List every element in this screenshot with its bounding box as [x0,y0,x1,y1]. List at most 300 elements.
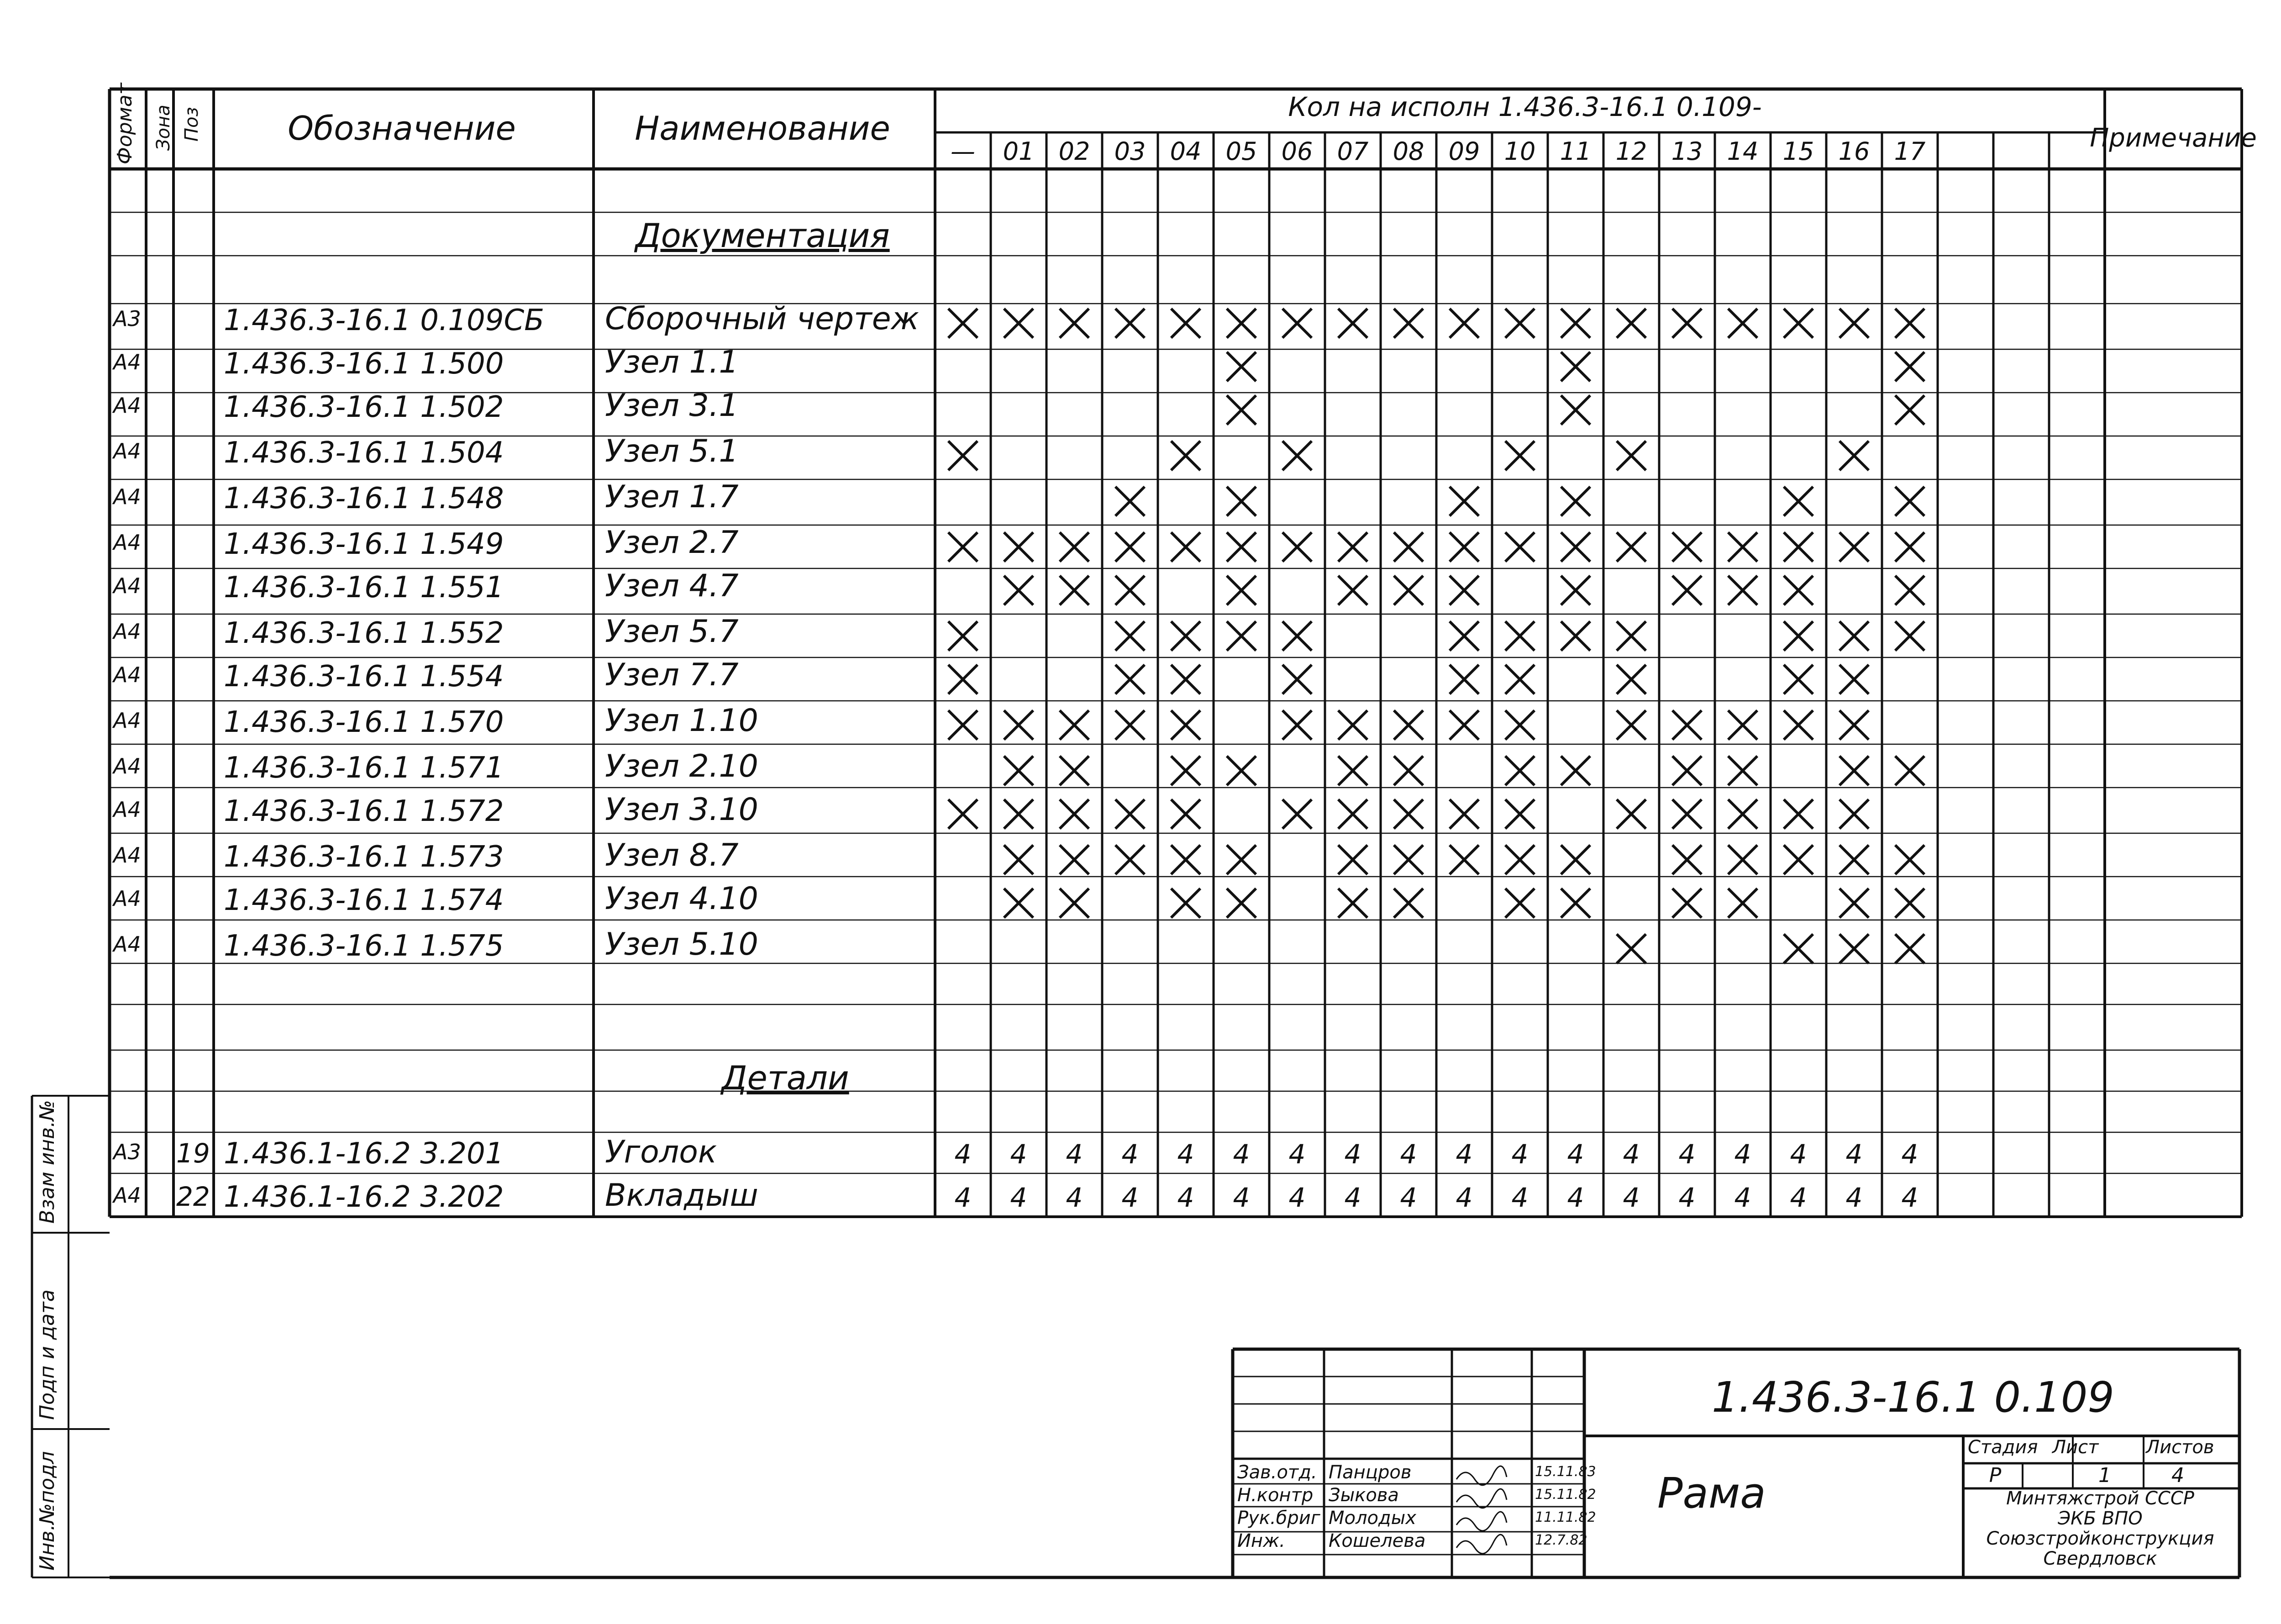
applicability-mark [1227,621,1256,651]
applicability-mark [1895,532,1924,562]
variant-header-4: 04 [1170,137,1202,166]
row-format: А3 [113,306,141,331]
row-designation: 1.436.3-16.1 1.554 [224,660,504,694]
row-name: Узел 5.1 [605,433,739,469]
row-name: Узел 1.7 [605,479,739,515]
applicability-mark [1004,756,1033,785]
applicability-mark [1895,888,1924,918]
applicability-mark [1060,532,1089,562]
applicability-mark [1617,710,1646,740]
stage-value: Р [1989,1464,2002,1487]
row-quantity: 4 [1845,1139,1863,1170]
row-format: А4 [113,484,141,509]
applicability-mark [1672,888,1702,918]
signer-role: Н.контр [1237,1485,1314,1506]
applicability-mark [1171,799,1200,829]
applicability-mark [1561,576,1590,605]
applicability-mark [1728,532,1757,562]
row-quantity: 4 [1288,1139,1306,1170]
sheets-label: Листов [2146,1437,2214,1458]
applicability-mark [1060,756,1089,785]
applicability-mark [1004,888,1033,918]
row-name: Узел 1.10 [605,703,758,739]
applicability-mark [1282,665,1312,694]
applicability-mark [1282,441,1312,470]
row-position: 22 [176,1181,210,1212]
applicability-mark [1450,621,1479,651]
row-quantity: 4 [1066,1182,1083,1213]
applicability-mark [1338,845,1367,874]
applicability-mark [1282,532,1312,562]
applicability-mark [1227,487,1256,516]
variant-header-2: 02 [1058,137,1090,166]
organization-line: Союзстройконструкция [1986,1528,2214,1549]
applicability-mark [1895,934,1924,963]
applicability-mark [1784,576,1813,605]
variant-header-11: 11 [1560,137,1592,166]
applicability-mark [1895,487,1924,516]
signer-date: 11.11.82 [1535,1509,1596,1525]
applicability-mark [1004,576,1033,605]
variant-header-12: 12 [1615,137,1647,166]
signer-role: Инж. [1237,1530,1285,1551]
applicability-mark [1617,799,1646,829]
applicability-mark [1394,576,1423,605]
variant-header-16: 16 [1838,137,1870,166]
applicability-mark [1840,710,1869,740]
applicability-mark [1561,395,1590,425]
row-name: Узел 2.7 [605,525,739,561]
applicability-mark [1282,710,1312,740]
applicability-mark [1672,756,1702,785]
row-quantity: 4 [1177,1182,1194,1213]
applicability-mark [1282,309,1312,338]
applicability-mark [1840,532,1869,562]
applicability-mark [1171,756,1200,785]
applicability-mark [1672,799,1702,829]
quantity-header: Кол на исполн 1.436.3-16.1 0.109- [1288,91,1762,122]
applicability-mark [1171,888,1200,918]
applicability-mark [1840,441,1869,470]
applicability-mark [1338,309,1367,338]
applicability-mark [1171,665,1200,694]
applicability-mark [1227,352,1256,381]
row-designation: 1.436.3-16.1 1.572 [224,794,504,828]
applicability-mark [1505,888,1535,918]
row-quantity: 4 [1233,1182,1250,1213]
applicability-mark [1561,352,1590,381]
row-quantity: 4 [1678,1182,1696,1213]
row-format: А4 [113,754,141,778]
applicability-mark [1561,621,1590,651]
drawing-title: Рама [1657,1469,1766,1518]
applicability-mark [1784,934,1813,963]
row-quantity: 4 [1121,1139,1139,1170]
row-format: А4 [113,662,141,687]
applicability-mark [1561,532,1590,562]
applicability-mark [1060,888,1089,918]
applicability-mark [1394,532,1423,562]
applicability-mark [1227,309,1256,338]
row-quantity: 4 [954,1139,972,1170]
variant-header-14: 14 [1727,137,1759,166]
applicability-mark [1227,576,1256,605]
applicability-mark [1895,621,1924,651]
applicability-mark [1561,888,1590,918]
applicability-mark [1171,621,1200,651]
applicability-mark [1672,710,1702,740]
variant-header-1: 01 [1003,137,1035,166]
row-designation: 1.436.3-16.1 1.549 [224,527,504,561]
row-quantity: 4 [1344,1182,1361,1213]
applicability-mark [1115,576,1145,605]
applicability-mark [1895,352,1924,381]
applicability-mark [1784,532,1813,562]
name-header: Наименование [635,109,890,147]
applicability-mark [1115,532,1145,562]
applicability-mark [1617,532,1646,562]
section-documentation: Документация [635,216,890,255]
sheet-value: 1 [2098,1464,2111,1487]
sheets-value: 4 [2171,1464,2184,1487]
row-quantity: 4 [1233,1139,1250,1170]
section-parts: Детали [721,1059,849,1097]
applicability-mark [1784,621,1813,651]
applicability-mark [1672,845,1702,874]
row-name: Узел 4.10 [605,881,758,917]
applicability-mark [1171,309,1200,338]
row-quantity: 4 [1734,1139,1751,1170]
row-name: Узел 3.1 [605,388,739,424]
row-quantity: 4 [1344,1139,1361,1170]
applicability-mark [1004,710,1033,740]
applicability-mark [1004,799,1033,829]
applicability-mark [1784,665,1813,694]
applicability-mark [1728,309,1757,338]
variant-header-17: 17 [1894,137,1926,166]
row-quantity: 4 [1901,1139,1918,1170]
note-header: Примечание [2090,123,2257,153]
row-quantity: 4 [1567,1182,1584,1213]
row-designation: 1.436.3-16.1 1.551 [224,571,504,604]
row-name: Узел 5.10 [605,926,758,962]
applicability-mark [1784,309,1813,338]
applicability-mark [1450,665,1479,694]
zone-header: Зона [153,105,174,151]
row-quantity: 4 [954,1182,972,1213]
row-format: А4 [113,886,141,911]
applicability-mark [1784,845,1813,874]
applicability-mark [948,665,978,694]
applicability-mark [1394,710,1423,740]
applicability-mark [1060,309,1089,338]
applicability-mark [1115,665,1145,694]
applicability-mark [1672,309,1702,338]
row-designation: 1.436.3-16.1 1.552 [224,616,504,650]
variant-header-5: 05 [1225,137,1257,166]
variant-header-10: 10 [1504,137,1536,166]
pos-header: Поз [181,107,202,142]
row-position: 19 [176,1138,210,1169]
applicability-mark [1338,756,1367,785]
row-designation: 1.436.1-16.2 3.201 [224,1137,504,1171]
applicability-mark [1840,756,1869,785]
applicability-mark [1895,845,1924,874]
applicability-mark [1505,532,1535,562]
row-name: Узел 3.10 [605,792,758,828]
applicability-mark [1840,888,1869,918]
applicability-mark [1171,845,1200,874]
row-quantity: 4 [1456,1182,1473,1213]
applicability-mark [1004,309,1033,338]
applicability-mark [1171,532,1200,562]
applicability-mark [1060,799,1089,829]
row-name: Узел 1.1 [605,344,739,380]
applicability-mark [1505,441,1535,470]
applicability-mark [1227,395,1256,425]
applicability-mark [1227,845,1256,874]
row-designation: 1.436.3-16.1 1.570 [224,705,504,739]
row-designation: 1.436.3-16.1 1.548 [224,482,504,515]
variant-header-13: 13 [1671,137,1703,166]
applicability-mark [948,441,978,470]
row-quantity: 4 [1790,1182,1807,1213]
signer-name: Зыкова [1329,1485,1399,1506]
variant-header-7: 07 [1337,137,1369,166]
row-format: А4 [113,530,141,555]
applicability-mark [1394,756,1423,785]
row-quantity: 4 [1066,1139,1083,1170]
format-header: Формат [113,83,137,164]
row-name: Узел 7.7 [605,657,739,693]
row-format: А4 [113,843,141,867]
row-name: Сборочный чертеж [605,301,919,337]
applicability-mark [1115,799,1145,829]
applicability-mark [948,799,978,829]
applicability-mark [1060,576,1089,605]
signer-date: 15.11.83 [1535,1464,1596,1480]
row-quantity: 4 [1623,1182,1640,1213]
applicability-mark [1505,799,1535,829]
applicability-mark [1338,576,1367,605]
applicability-mark [1450,532,1479,562]
row-quantity: 4 [1567,1139,1584,1170]
row-quantity: 4 [1511,1139,1529,1170]
signer-name: Кошелева [1329,1530,1426,1551]
row-quantity: 4 [1790,1139,1807,1170]
applicability-mark [1450,576,1479,605]
applicability-mark [1450,799,1479,829]
applicability-mark [1561,487,1590,516]
applicability-mark [1394,309,1423,338]
applicability-mark [1394,799,1423,829]
applicability-mark [1728,845,1757,874]
margin-original-inv: Инв.№подл [36,1451,59,1571]
row-quantity: 4 [1400,1182,1417,1213]
variant-header-15: 15 [1782,137,1814,166]
applicability-mark [1505,665,1535,694]
applicability-mark [1115,845,1145,874]
margin-replace-inv: Взам инв.№ [36,1100,59,1224]
applicability-mark [1115,487,1145,516]
applicability-mark [1617,309,1646,338]
applicability-mark [1672,576,1702,605]
applicability-mark [1617,441,1646,470]
applicability-mark [1505,845,1535,874]
row-quantity: 4 [1456,1139,1473,1170]
applicability-mark [1115,621,1145,651]
applicability-mark [1115,710,1145,740]
applicability-mark [1561,756,1590,785]
applicability-mark [1728,576,1757,605]
signer-name: Панцров [1329,1462,1412,1483]
applicability-mark [1561,845,1590,874]
applicability-mark [1895,576,1924,605]
row-designation: 1.436.3-16.1 1.575 [224,929,504,963]
applicability-mark [1840,309,1869,338]
row-name: Уголок [605,1134,717,1170]
applicability-mark [1115,309,1145,338]
row-format: А4 [113,439,141,463]
row-format: А4 [113,932,141,957]
applicability-mark [948,621,978,651]
handwritten-signature [1456,1512,1507,1531]
applicability-mark [1505,621,1535,651]
variant-header-0: — [951,137,975,166]
applicability-mark [1728,756,1757,785]
row-designation: 1.436.1-16.2 3.202 [224,1180,504,1214]
applicability-mark [1840,845,1869,874]
handwritten-signature [1456,1489,1507,1508]
applicability-mark [1171,441,1200,470]
applicability-mark [1227,532,1256,562]
applicability-mark [1282,621,1312,651]
signer-name: Молодых [1329,1508,1416,1529]
row-format: А4 [113,1183,141,1208]
row-quantity: 4 [1845,1182,1863,1213]
row-designation: 1.436.3-16.1 1.574 [224,883,504,917]
applicability-mark [1728,710,1757,740]
applicability-mark [1060,710,1089,740]
applicability-mark [1450,710,1479,740]
row-format: А4 [113,350,141,374]
applicability-mark [948,309,978,338]
drawing-code: 1.436.3-16.1 0.109 [1712,1373,2114,1422]
applicability-mark [1617,934,1646,963]
organization-line: Свердловск [2043,1548,2157,1569]
handwritten-signature [1456,1466,1507,1485]
handwritten-signature [1456,1535,1507,1554]
row-quantity: 4 [1734,1182,1751,1213]
applicability-mark [1728,888,1757,918]
applicability-mark [1784,710,1813,740]
applicability-mark [1840,934,1869,963]
applicability-mark [1450,309,1479,338]
applicability-mark [1282,799,1312,829]
row-designation: 1.436.3-16.1 1.571 [224,751,504,785]
row-designation: 1.436.3-16.1 1.500 [224,347,504,381]
applicability-mark [1895,395,1924,425]
row-designation: 1.436.3-16.1 1.573 [224,840,504,874]
applicability-mark [1227,756,1256,785]
row-quantity: 4 [1678,1139,1696,1170]
row-format: А4 [113,619,141,644]
applicability-mark [1617,665,1646,694]
row-name: Узел 5.7 [605,614,739,650]
row-quantity: 4 [1511,1182,1529,1213]
row-quantity: 4 [1177,1139,1194,1170]
applicability-mark [1338,710,1367,740]
applicability-mark [1338,532,1367,562]
applicability-mark [1227,888,1256,918]
applicability-mark [1784,799,1813,829]
applicability-mark [1505,309,1535,338]
signer-role: Зав.отд. [1237,1462,1317,1483]
row-name: Узел 2.10 [605,748,758,784]
variant-header-8: 08 [1393,137,1424,166]
applicability-mark [1840,665,1869,694]
row-format: А4 [113,393,141,418]
applicability-mark [1561,309,1590,338]
applicability-mark [1895,756,1924,785]
applicability-mark [1004,532,1033,562]
variant-header-9: 09 [1448,137,1480,166]
applicability-mark [1394,845,1423,874]
row-format: А4 [113,797,141,822]
applicability-mark [1171,710,1200,740]
row-quantity: 4 [1623,1139,1640,1170]
variant-header-6: 06 [1281,137,1313,166]
row-quantity: 4 [1010,1182,1027,1213]
designation-header: Обозначение [288,109,516,147]
applicability-mark [1394,888,1423,918]
row-quantity: 4 [1901,1182,1918,1213]
signer-date: 12.7.82 [1535,1532,1587,1548]
applicability-mark [1450,845,1479,874]
applicability-mark [1784,487,1813,516]
row-quantity: 4 [1010,1139,1027,1170]
row-quantity: 4 [1288,1182,1306,1213]
applicability-mark [1895,309,1924,338]
signer-role: Рук.бриг [1237,1508,1320,1529]
applicability-mark [1450,487,1479,516]
applicability-mark [948,532,978,562]
row-designation: 1.436.3-16.1 1.504 [224,436,504,470]
applicability-mark [1505,756,1535,785]
variant-header-3: 03 [1114,137,1146,166]
applicability-mark [1840,621,1869,651]
applicability-mark [1004,845,1033,874]
applicability-mark [1060,845,1089,874]
applicability-mark [1728,799,1757,829]
applicability-mark [1672,532,1702,562]
row-format: А4 [113,708,141,733]
applicability-mark [1840,799,1869,829]
stage-label: Стадия [1968,1437,2038,1458]
applicability-mark [1338,799,1367,829]
applicability-mark [948,710,978,740]
row-name: Узел 8.7 [605,837,739,873]
applicability-mark [1617,621,1646,651]
applicability-mark [1505,710,1535,740]
row-designation: 1.436.3-16.1 1.502 [224,390,504,424]
organization-line: Минтяжстрой СССР [2006,1488,2194,1509]
row-quantity: 4 [1400,1139,1417,1170]
signer-date: 15.11.82 [1535,1487,1596,1503]
row-designation: 1.436.3-16.1 0.109СБ [224,304,545,337]
applicability-mark [1338,888,1367,918]
margin-signature-date: Подп и дата [36,1289,59,1420]
